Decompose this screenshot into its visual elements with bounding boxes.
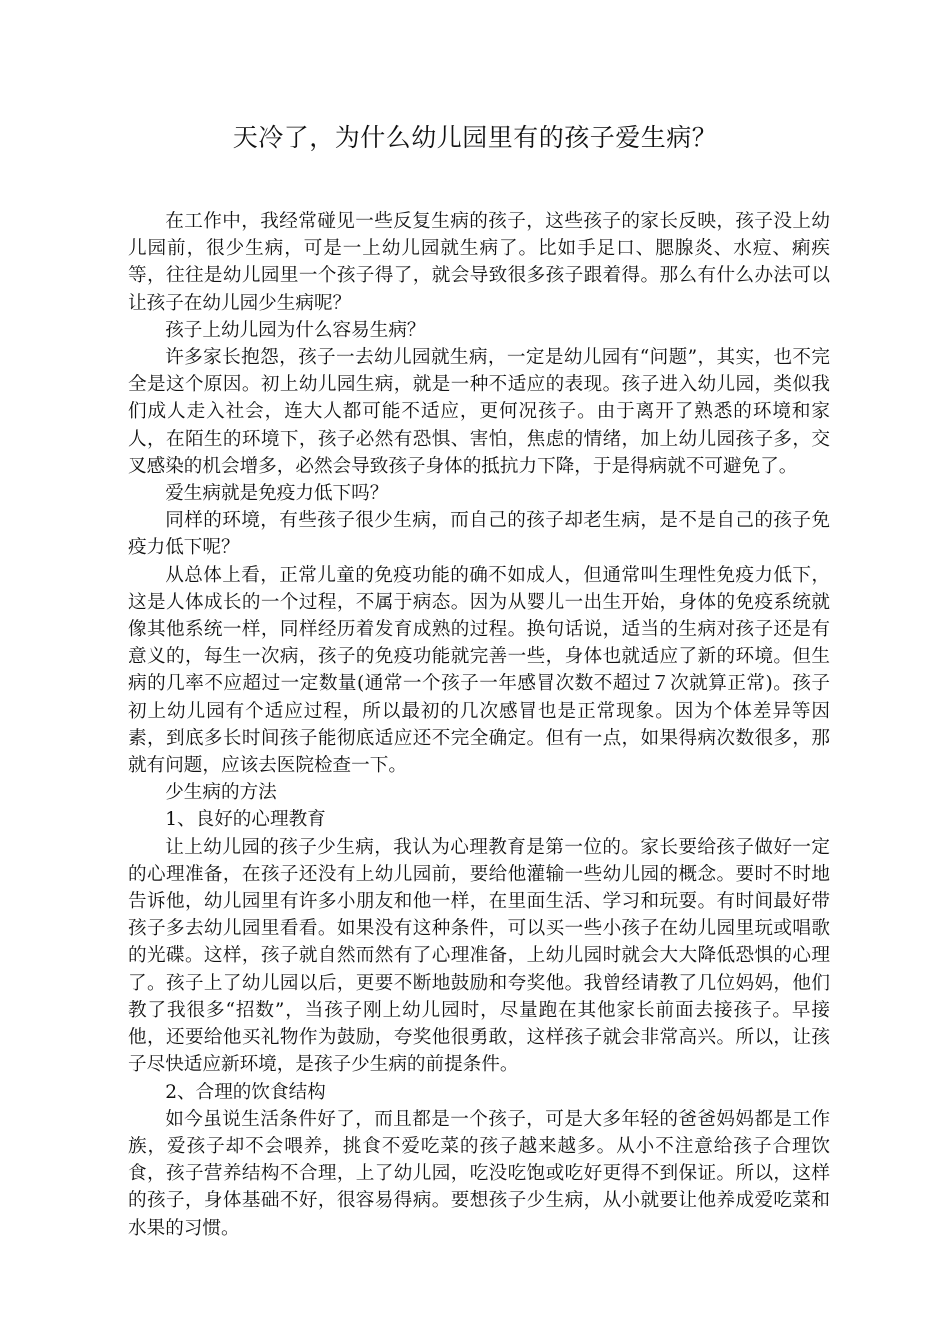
page-title: 天冷了，为什么幼儿园里有的孩子爱生病？: [232, 123, 718, 152]
section-heading-why-sick: 孩子上幼儿园为什么容易生病？: [165, 319, 426, 341]
paragraph-immunity-answer: 从总体上看，正常儿童的免疫功能的确不如成人，但通常叫生理性免疫力低下，这是人体成长的一个过程，不属于病态。因为从婴儿一出生开始，身体的免疫系统就像其他系统一样，同样经历着发育成熟的过程。换句话说，适当的生病对孩子还是有意义的，每生一次病，孩子的免疫功能就完善一些，身体也就适应了新的环境。但生病的几率不应超过一定数量(通常一个孩子一年感冒次数不超过７次就算正常)。孩子初上幼儿园有个适应过程，所以最初的几次感冒也是正常现象。因为个体差异等因素，到底多长时间孩子能彻底适应还不完全确定。但有一点，如果得病次数很多，那就有问题，应该去医院检查一下。: [128, 564, 830, 777]
article-body: [128, 208, 830, 1242]
subheading-diet: 2、合理的饮食结构: [165, 1081, 326, 1103]
paragraph-psychology: 让上幼儿园的孩子少生病，我认为心理教育是第一位的。家长要给孩子做好一定的心理准备，在孩子还没有上幼儿园前，要给他灌输一些幼儿园的概念。要时不时地告诉他，幼儿园里有许多小朋友和他一样，在里面生活、学习和玩耍。有时间最好带孩子多去幼儿园里看看。如果没有这种条件，可以买一些小孩子在幼儿园里玩或唱歌的光碟。这样，孩子就自然而然有了心理准备，上幼儿园时就会大大降低恐惧的心理了。孩子上了幼儿园以后，更要不断地鼓励和夸奖他。我曾经请教了几位妈妈，他们教了我很多“招数”，当孩子刚上幼儿园时，尽量跑在其他家长前面去接孩子。早接他，还要给他买礼物作为鼓励，夸奖他很勇敢，这样孩子就会非常高兴。所以，让孩子尽快适应新环境，是孩子少生病的前提条件。: [128, 836, 830, 1076]
paragraph-intro: 在工作中，我经常碰见一些反复生病的孩子，这些孩子的家长反映，孩子没上幼儿园前，很少生病，可是一上幼儿园就生病了。比如手足口、腮腺炎、水痘、痢疾等，往往是幼儿园里一个孩子得了，就会导致很多孩子跟着得。那么有什么办法可以让孩子在幼儿园少生病呢？: [128, 211, 830, 314]
section-heading-immunity: 爱生病就是免疫力低下吗？: [165, 483, 389, 505]
section-heading-methods: 少生病的方法: [165, 782, 277, 804]
paragraph-diet: 如今虽说生活条件好了，而且都是一个孩子，可是大多年轻的爸爸妈妈都是工作族，爱孩子却不会喂养，挑食不爱吃菜的孩子越来越多。从小不注意给孩子合理饮食，孩子营养结构不合理，上了幼儿园，吃没吃饱或吃好更得不到保证。所以，这样的孩子，身体基础不好，很容易得病。要想孩子少生病，从小就要让他养成爱吃菜和水果的习惯。: [128, 1108, 830, 1239]
subheading-psychology: 1、良好的心理教育: [165, 809, 326, 831]
paragraph-immunity-question: 同样的环境，有些孩子很少生病，而自己的孩子却老生病，是不是自己的孩子免疫力低下呢？: [128, 510, 830, 559]
paragraph-why-sick: 许多家长抱怨，孩子一去幼儿园就生病，一定是幼儿园有“问题”，其实，也不完全是这个原因。初上幼儿园生病，就是一种不适应的表现。孩子进入幼儿园，类似我们成人走入社会，连大人都可能不适应，更何况孩子。由于离开了熟悉的环境和家人，在陌生的环境下，孩子必然有恐惧、害怕，焦虑的情绪，加上幼儿园孩子多，交叉感染的机会增多，必然会导致孩子身体的抵抗力下降，于是得病就不可避免了。: [128, 347, 830, 477]
